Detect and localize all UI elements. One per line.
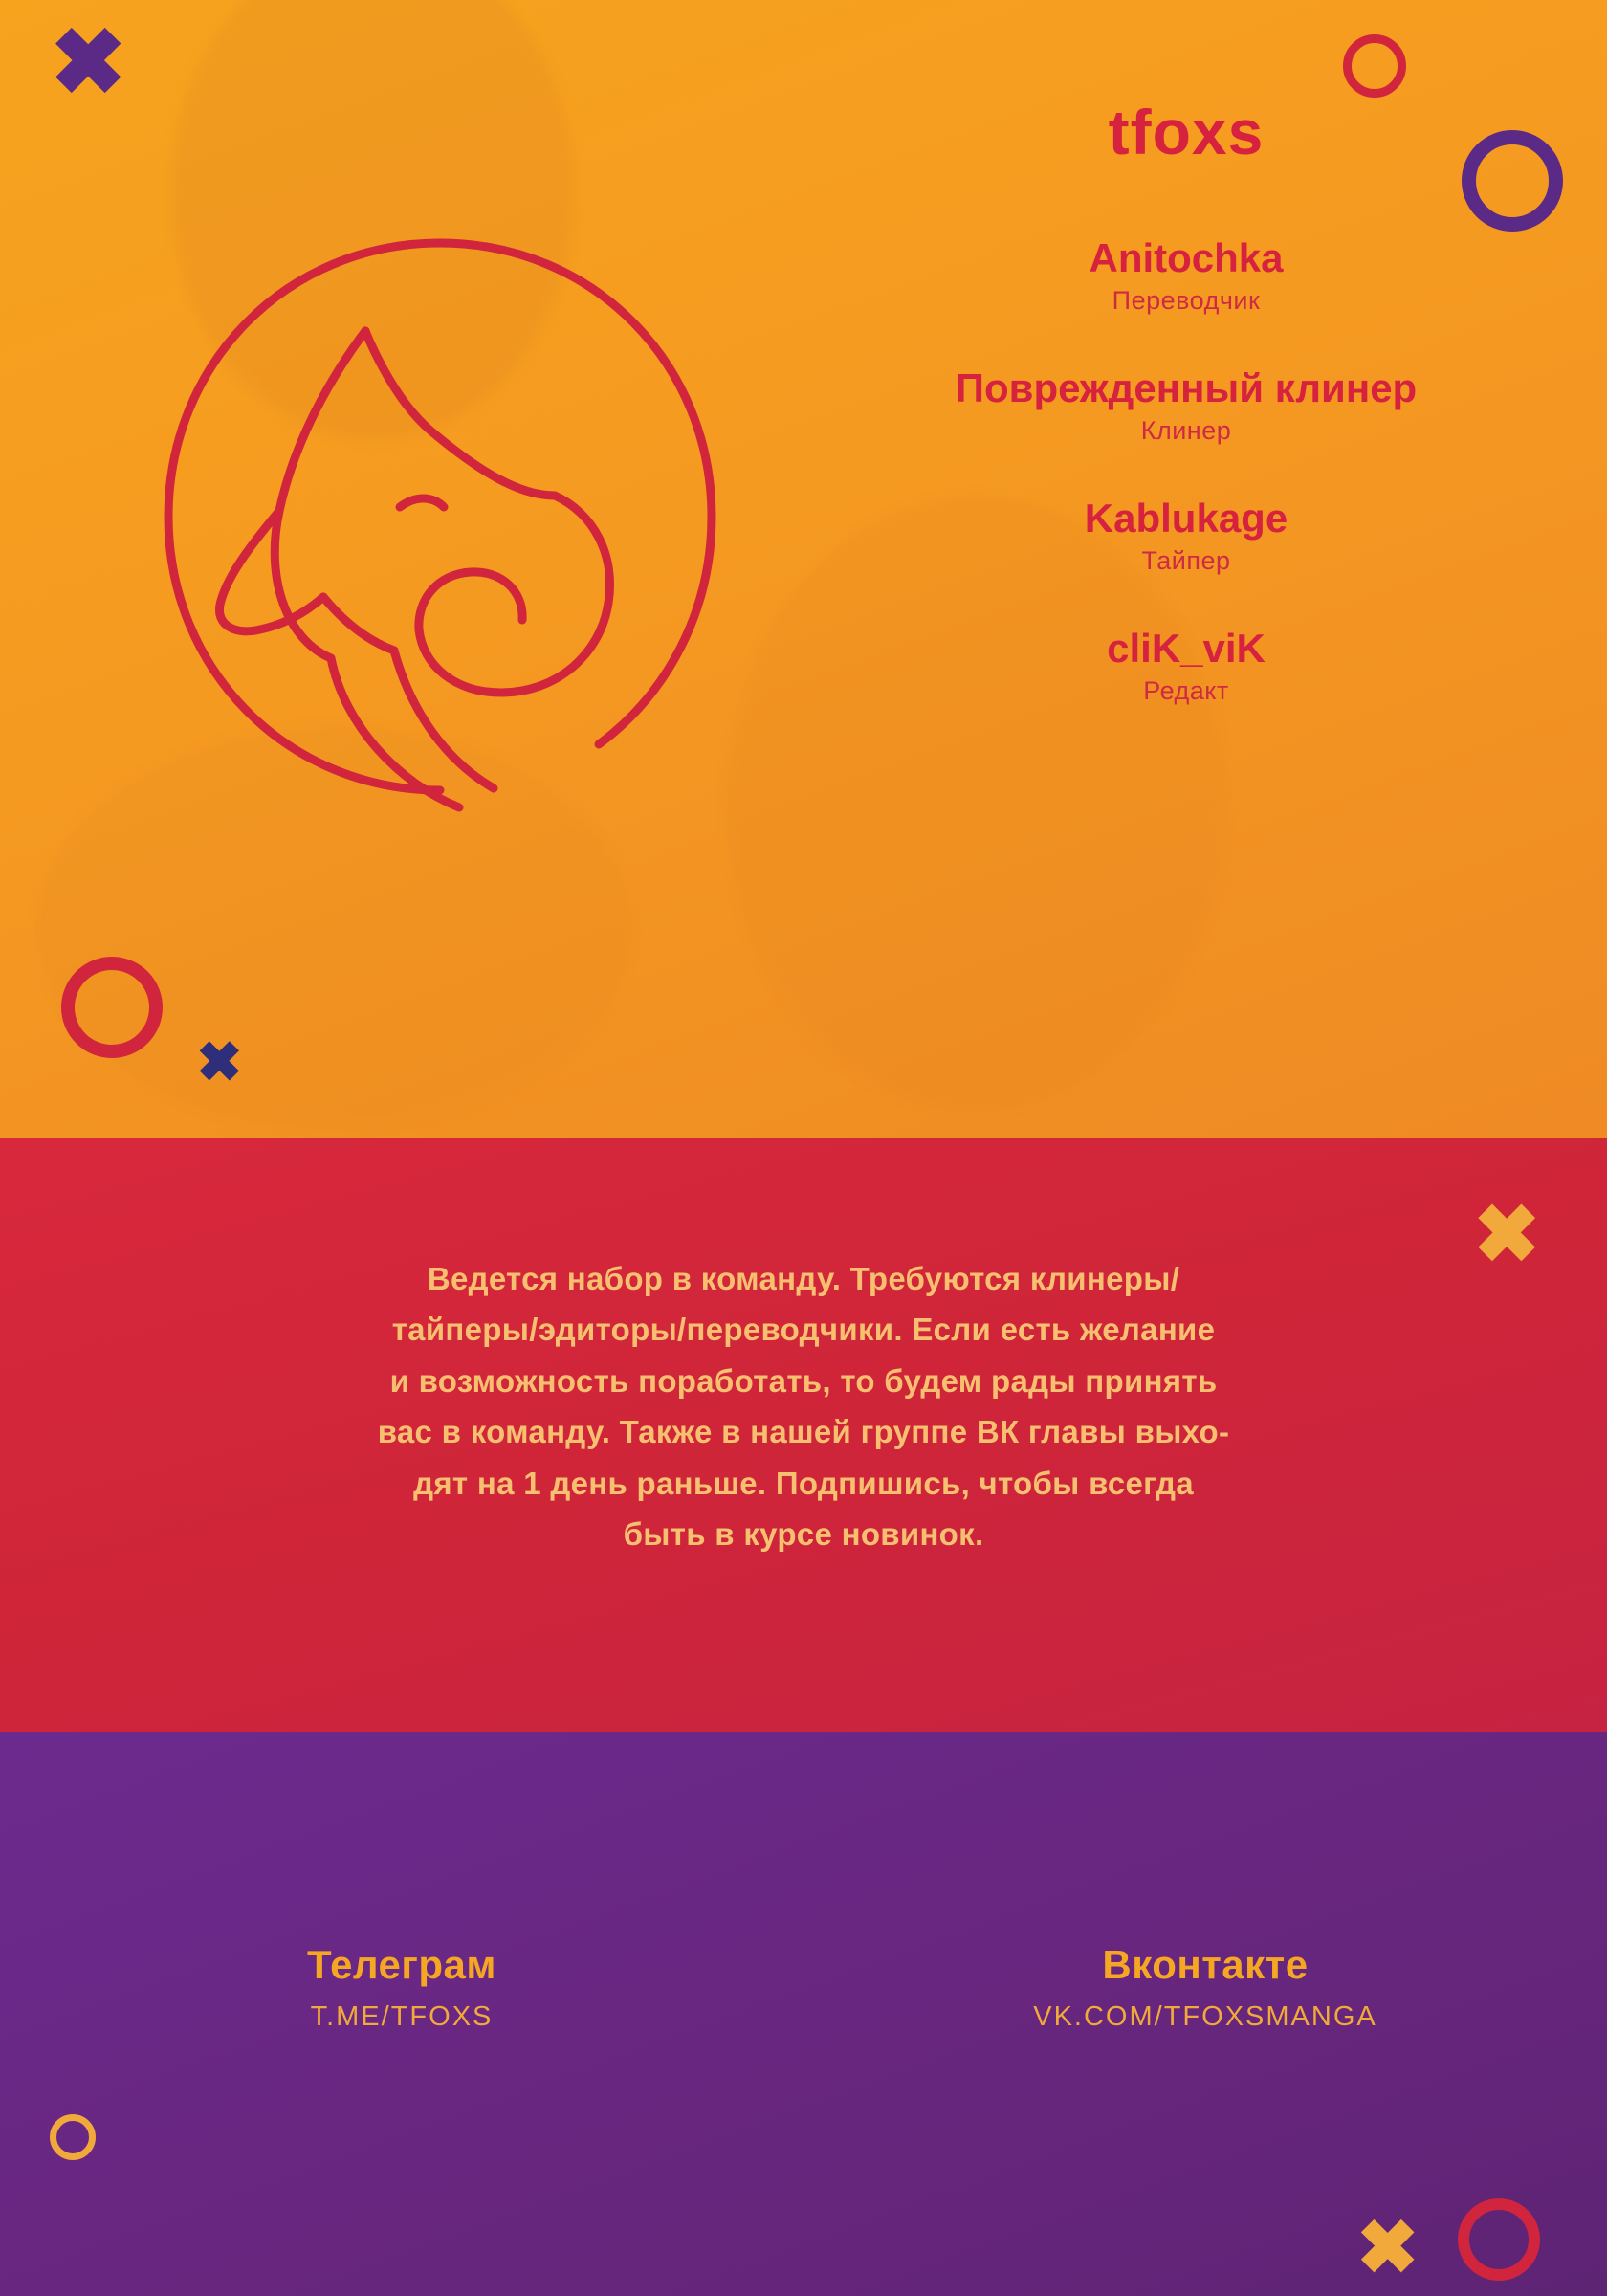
decor-ring	[50, 2114, 96, 2160]
link-title: Телеграм	[307, 1942, 496, 1987]
credit-name: Anitochka	[1089, 235, 1284, 280]
brand-title: tfoxs	[1108, 97, 1265, 167]
credit-entry	[804, 496, 1569, 576]
link-telegram[interactable]	[0, 1942, 804, 2033]
top-band	[0, 0, 1607, 1138]
recruit-line: дят на 1 день раньше. Подпишись, чтобы всегда	[413, 1465, 1194, 1501]
recruit-line: вас в команду. Также в нашей группе ВК главы выхо-	[377, 1414, 1230, 1450]
recruit-line: Ведется набор в команду. Требуются клинеры/	[427, 1261, 1180, 1296]
credit-name: cliK_viK	[1107, 626, 1266, 672]
link-url[interactable]: VK.COM/TFOXSMANGA	[1033, 2001, 1377, 2032]
footer-links	[0, 1942, 1607, 2033]
link-title: Вконтакте	[1102, 1942, 1309, 1987]
credit-entry	[804, 365, 1569, 446]
fox-logo-icon	[143, 209, 737, 869]
credit-role: Редакт	[1143, 676, 1229, 706]
credit-role: Тайпер	[1141, 546, 1231, 576]
decor-ring	[1458, 2198, 1540, 2281]
credit-role: Переводчик	[1112, 286, 1261, 316]
credit-entry	[804, 626, 1569, 706]
recruit-line: быть в курсе новинок.	[623, 1516, 984, 1553]
recruit-text	[124, 1253, 1483, 1560]
credit-entry	[804, 235, 1569, 316]
credits-list	[804, 96, 1569, 756]
credit-name: Поврежденный клинер	[955, 365, 1418, 411]
recruit-line: и возможность поработать, то будем рады принять	[389, 1362, 1218, 1399]
decor-cross: ✖	[1473, 1189, 1541, 1279]
credit-name: Kablukage	[1084, 496, 1288, 541]
recruit-line: тайперы/эдиторы/переводчики. Если есть желание	[391, 1312, 1216, 1348]
fox-logo	[143, 209, 737, 869]
decor-ring	[61, 957, 163, 1058]
decor-cross: ✖	[1356, 2205, 1420, 2289]
credit-role: Клинер	[1140, 416, 1232, 446]
decor-cross: ✖	[50, 11, 127, 114]
link-url[interactable]: T.ME/TFOXS	[310, 2001, 494, 2032]
decor-cross: ✖	[196, 1031, 243, 1093]
decor-ring	[1343, 34, 1406, 98]
link-vk[interactable]	[804, 1942, 1607, 2033]
